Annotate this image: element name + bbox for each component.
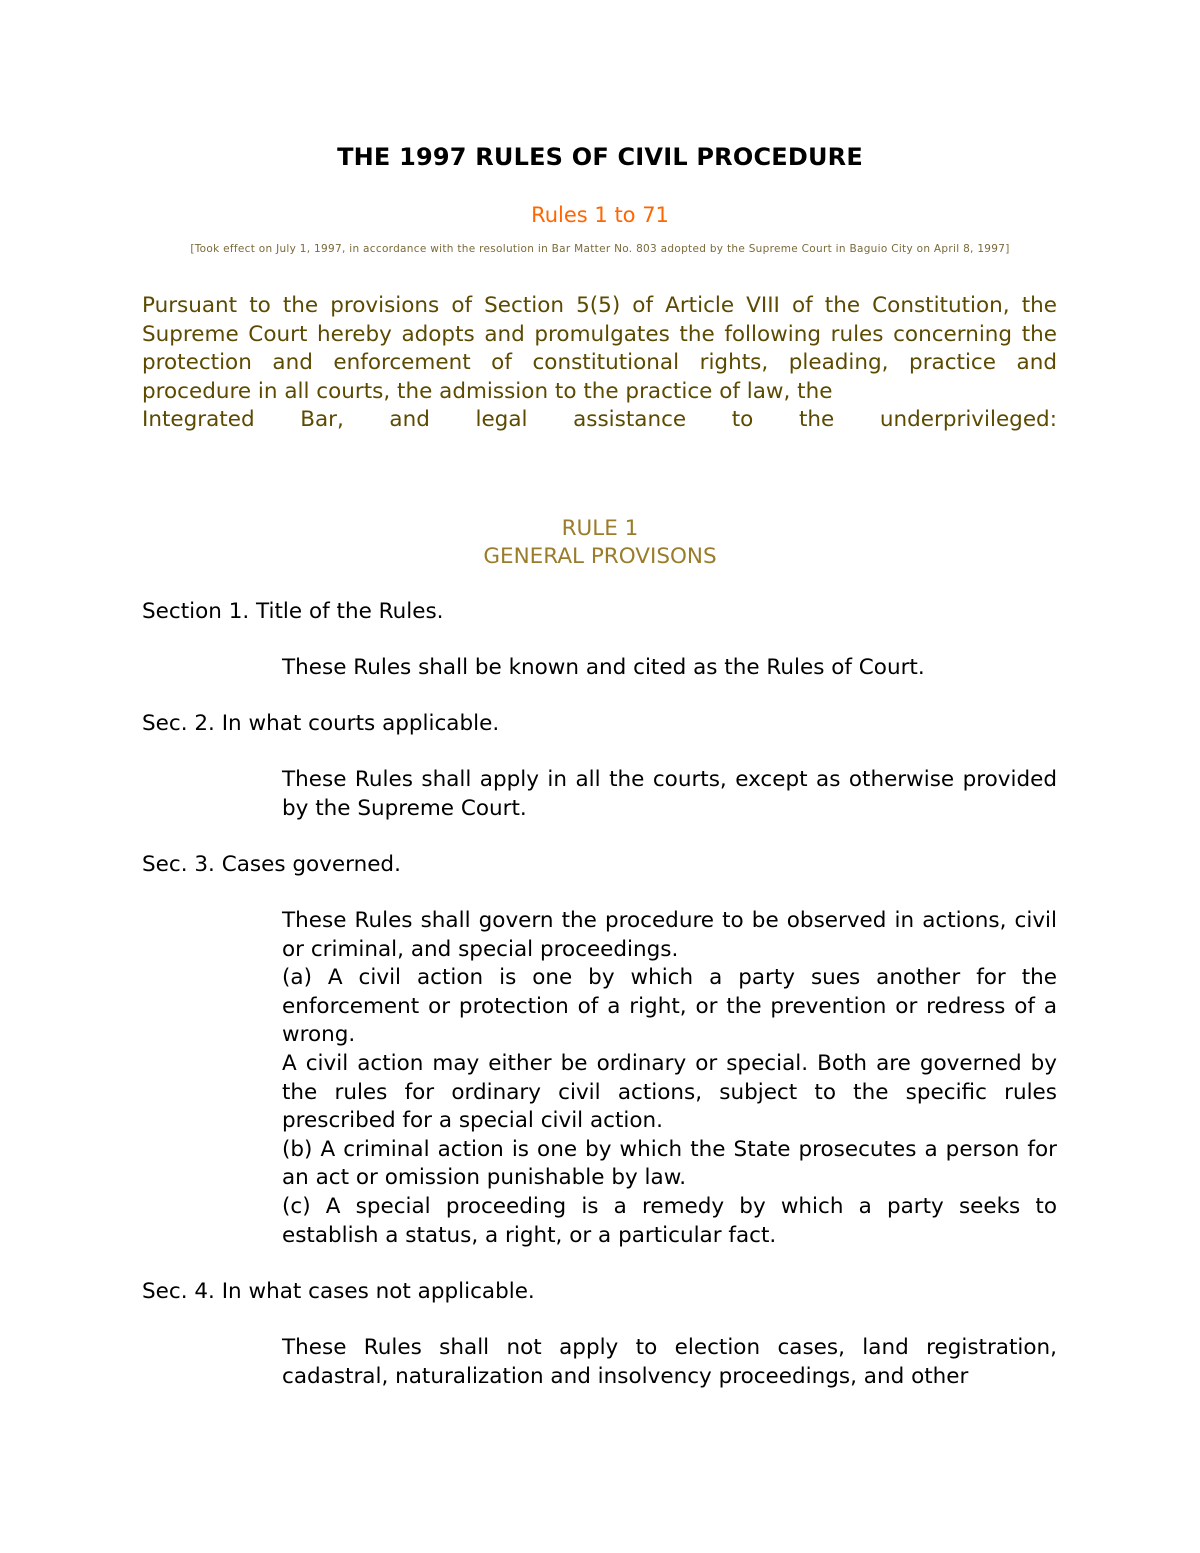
- document-title: THE 1997 RULES OF CIVIL PROCEDURE: [337, 143, 863, 171]
- document-subtitle: Rules 1 to 71: [531, 203, 669, 227]
- preamble-word: and: [389, 407, 430, 433]
- preamble-word: Integrated: [142, 407, 255, 433]
- rule-name: GENERAL PROVISONS: [483, 544, 717, 569]
- section-paragraph: These Rules shall govern the procedure to be observed in actions, civil or criminal, and special proceedings.: [282, 908, 1057, 962]
- section-paragraph: (a) A civil action is one by which a party sues another for the enforcement or protection of a right, or the prevention or redress of a wrong.: [282, 965, 1057, 1048]
- section-body: [282, 1334, 1057, 1391]
- section-body: [282, 907, 1057, 1250]
- section-heading: Sec. 4. In what cases not applicable.: [142, 1279, 535, 1304]
- rule-number: RULE 1: [561, 516, 639, 541]
- section-body: [282, 654, 1057, 683]
- rule-heading: [0, 515, 1200, 571]
- preamble-word: the: [798, 407, 835, 433]
- preamble-last-line: [142, 406, 1057, 435]
- preamble-text: Pursuant to the provisions of Section 5(5) of Article VIII of the Constitution, the Supreme Court hereby adopts and promulgates the following rules concerning the protection and enforcement of constitutional rights, pleading, practice and procedure in all courts, the admission to the practice of law, the: [142, 293, 1057, 404]
- effectivity-note: [Took effect on July 1, 1997, in accordance with the resolution in Bar Matter No. 803 adopted by the Supreme Court in Baguio City on April 8, 1997]: [190, 243, 1010, 255]
- section-paragraph: These Rules shall be known and cited as the Rules of Court.: [282, 655, 925, 680]
- preamble-word: assistance: [573, 407, 687, 433]
- section-paragraph: (c) A special proceeding is a remedy by which a party seeks to establish a status, a right, or a particular fact.: [282, 1193, 1057, 1248]
- section-paragraph: These Rules shall not apply to election cases, land registration, cadastral, naturalization and insolvency proceedings, and other: [282, 1335, 1057, 1389]
- preamble-word: underprivileged:: [879, 407, 1057, 433]
- preamble: [142, 292, 1057, 435]
- section-body: [282, 766, 1057, 823]
- section-paragraph: These Rules shall apply in all the courts, except as otherwise provided by the Supreme Court.: [282, 767, 1057, 821]
- preamble-word: to: [731, 407, 754, 433]
- preamble-word: legal: [475, 407, 528, 433]
- preamble-word: Bar,: [300, 407, 344, 433]
- section-heading: Sec. 2. In what courts applicable.: [142, 711, 500, 736]
- section-paragraph: A civil action may either be ordinary or special. Both are governed by the rules for ordinary civil actions, subject to the specific rules prescribed for a special civil action.: [282, 1050, 1057, 1134]
- section-paragraph: (b) A criminal action is one by which the State prosecutes a person for an act or omission punishable by law.: [282, 1136, 1057, 1191]
- section-heading: Section 1. Title of the Rules.: [142, 599, 444, 624]
- section-heading: Sec. 3. Cases governed.: [142, 852, 401, 877]
